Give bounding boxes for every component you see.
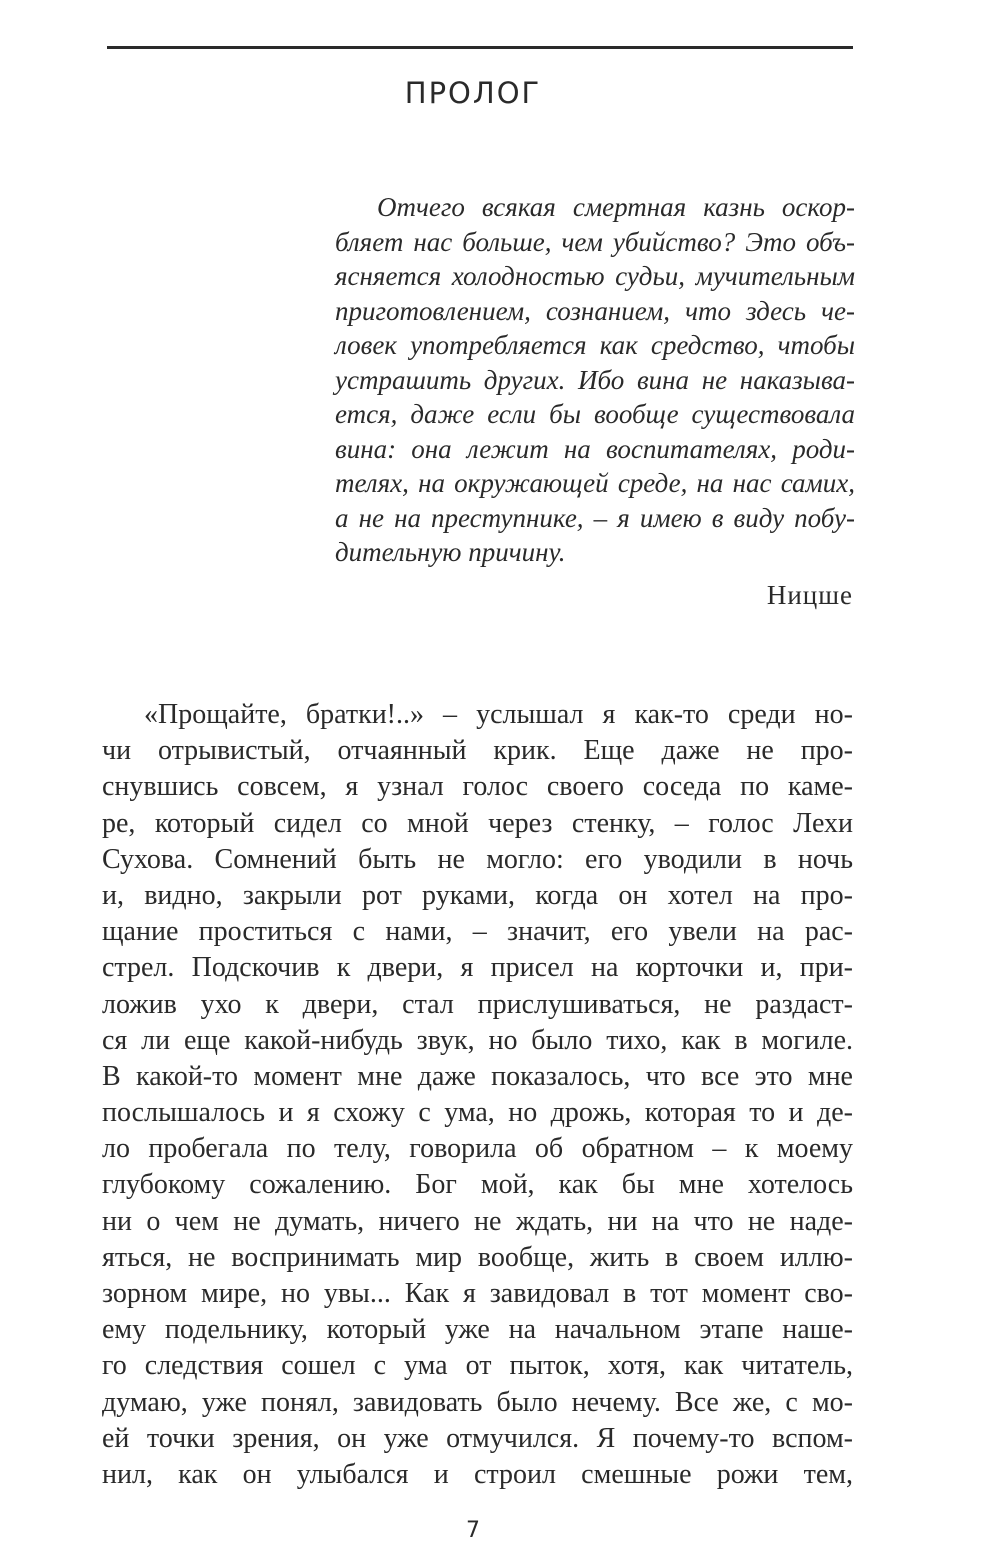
body-line: ло пробегала по телу, говорила об обратном – к моему [102,1133,853,1165]
epigraph-line: ловек употребляется как средство, чтобы [335,330,855,360]
body-line: зорном мире, но увы... Как я завидовал в тот момент сво- [102,1278,853,1309]
epigraph-line: ясняется холодностью судьи, мучительным [335,261,855,291]
body-line: В какой-то момент мне даже показалось, что все это мне [102,1060,853,1092]
header-rule [107,46,853,49]
page-number: 7 [466,1518,480,1543]
body-line: ся ли еще какой-нибудь звук, но было тихо, как в могиле. [102,1024,853,1056]
epigraph-line: ется, даже если бы вообще существовала [335,399,855,429]
body-line: ни о чем не думать, ничего не ждать, ни на что не наде- [102,1205,853,1237]
epigraph-line: устрашить других. Ибо вина не наказыва- [335,364,855,395]
body-line: ей точки зрения, он уже отмучился. Я почему-то вспом- [102,1422,853,1454]
body-line: и, видно, закрыли рот руками, когда он хотел на про- [102,879,853,911]
epigraph-line: вина: она лежит на воспитателях, роди- [335,433,855,464]
epigraph-line: бляет нас больше, чем убийство? Это объ- [335,226,855,257]
epigraph-author: Ницше [766,580,853,610]
body-line: чи отрывистый, отчаянный крик. Еще даже не про- [102,735,853,767]
body-text [102,697,853,1493]
epigraph-line: телях, на окружающей среде, на нас самих, [335,468,855,498]
body-line: ему подельнику, который уже на начальном этапе наше- [102,1314,853,1346]
body-line: глубокому сожалению. Бог мой, как бы мне хотелось [102,1169,853,1201]
body-line: снувшись совсем, я узнал голос своего соседа по каме- [102,771,853,803]
body-line: стрел. Подскочив к двери, я присел на корточки и, при- [102,952,853,984]
body-line: го следствия сошел с ума от пыток, хотя, как читатель, [102,1350,853,1382]
body-line: ложив ухо к двери, стал прислушиваться, не раздаст- [102,988,853,1020]
epigraph-line: приготовлением, сознанием, что здесь че- [335,295,855,326]
epigraph [335,190,855,570]
epigraph-line: Отчего всякая смертная казнь оскор- [377,192,855,222]
epigraph-line: а не на преступнике, – я имею в виду побу- [335,502,855,533]
body-line: яться, не воспринимать мир вообще, жить в своем иллю- [102,1241,853,1273]
body-line: нил, как он улыбался и строил смешные рожи тем, [102,1458,853,1490]
body-line: думаю, уже понял, завидовать было нечему. Все же, с мо- [102,1386,853,1418]
body-line: щание проститься с нами, – значит, его увели на рас- [102,916,853,948]
body-line: «Прощайте, братки!..» – услышал я как-то среди но- [144,699,853,730]
epigraph-line: дительную причину. [335,537,566,567]
body-line: послышалось и я схожу с ума, но дрожь, которая то и де- [102,1097,853,1129]
body-line: ре, который сидел со мной через стенку, – голос Лехи [102,807,853,839]
chapter-title: ПРОЛОГ [404,76,542,110]
body-line: Сухова. Сомнений быть не могло: его уводили в ночь [102,843,853,875]
